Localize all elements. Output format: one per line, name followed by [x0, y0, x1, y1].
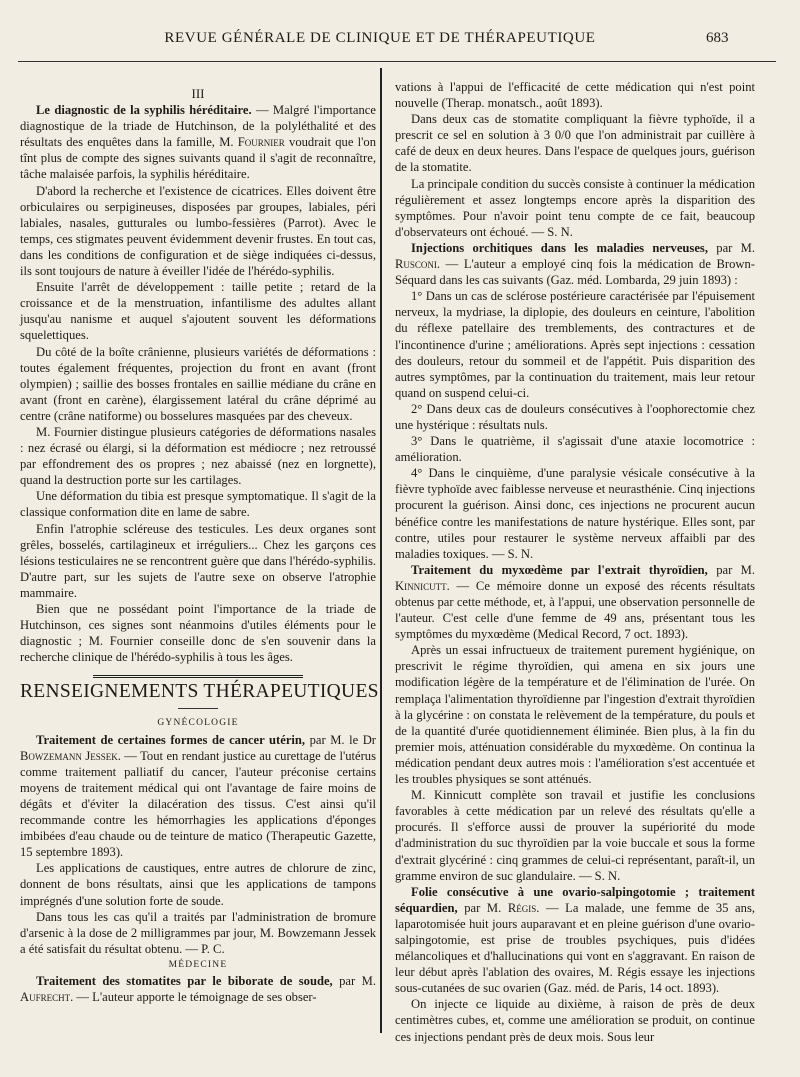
- paragraph: Une déformation du tibia est presque symptomatique. Il s'agit de la classique conformation dite en lame de sabre.: [20, 489, 376, 520]
- paragraph: 1° Dans un cas de sclérose postérieure caractérisée par l'épuisement nerveux, la mydriase, la diplopie, des douleurs en ceinture, l'abolition du réflexe patellaire des tremblements, des contractures et de l'incontinence d'urine ; améliorations. Après sept injections : cessation des douleurs, retour du sommeil et de l'appétit. Puis disparition des autres symptômes, par la continuation du traitement, mais leur retour quand on suspend celui-ci.: [395, 289, 755, 400]
- page-number: 683: [706, 30, 729, 46]
- header-rule: [18, 61, 776, 62]
- left-column: [20, 86, 379, 1005]
- run-in-heading: Injections orchitiques dans les maladies nerveuses,: [411, 240, 708, 255]
- running-title: REVUE GÉNÉRALE DE CLINIQUE ET DE THÉRAPEUTIQUE: [164, 30, 596, 46]
- author-name: Rusconi: [395, 257, 437, 272]
- paragraph: Dans deux cas de stomatite compliquant la fièvre typhoïde, il a prescrit ce sel en solution à 3 0/0 que l'on administrait par cuillère à café de deux en deux heures. Dans l'espace de quelques jours, guérison de la stomatite.: [395, 112, 755, 175]
- paragraph: Du côté de la boîte crânienne, plusieurs variétés de déformations : toutes également fréquentes, projection du front en avant (front olympien) ; saillie des bosses frontales en saillie médiane du crâne en avant (front en carène), élargissement latéral du crâne déprimé au centre (crâne natiforme) ou bosselures masquées par des cheveux.: [20, 344, 376, 423]
- short-rule: [178, 708, 218, 709]
- subsection-heading: MÉDECINE: [168, 959, 228, 970]
- paragraph: 2° Dans deux cas de douleurs consécutives à l'oophorectomie chez une hystérique : résultats nuls.: [395, 401, 755, 432]
- paragraph: Traitement du myxœdème par l'extrait thyroïdien, par M. Kinnicutt. — Ce mémoire donne un exposé des récents résultats obtenus par cette méthode, et, à l'appui, une observation personnelle de l'auteur. C'est celle d'une femme de 49 ans, présentant tous les symptômes du myxœdème (Medical Record, 7 oct. 1893).: [395, 562, 755, 642]
- right-column: [395, 79, 755, 1045]
- section-title: RENSEIGNEMENTS THÉRAPEUTIQUES: [20, 681, 379, 703]
- paragraph: 4° Dans le cinquième, d'une paralysie vésicale consécutive à la fièvre typhoïde avec faiblesse nerveuse et neurasthénie. Cinq injections procurent la guérison. Ainsi donc, ces injections ne procurent aucun bénéfice contre les manifestations de nature hystérique. Elles sont, par contre, utiles pour restaurer le système nerveux affaibli par des maladies toxiques. — S. N.: [395, 466, 755, 561]
- author-name: Régis: [507, 900, 537, 915]
- paragraph: La principale condition du succès consiste à continuer la médication régulièrement et assez longtemps encore après la disparition des symptômes. Pour n'avoir point tenu compte de ce fait, beaucoup d'observateurs ont échoué. — S. N.: [395, 176, 755, 239]
- paragraph: D'abord la recherche et l'existence de cicatrices. Elles doivent être orbiculaires ou serpigineuses, disposées par groupes, labiales, péri labiales, nasales, gutturales ou lumbo-fessières (Parrot). Avec le temps, ces stigmates peuvent évidemment devenir frustes. En tout cas, dans les conditions de configuration et de siège indiquées ci-dessus, ils sont toujours de nature à éveiller l'idée de l'hérédo-syphilis.: [20, 183, 376, 279]
- run-in-heading: Traitement de certaines formes de cancer utérin,: [36, 732, 306, 747]
- paragraph: Folie consécutive à une ovario-salpingotomie ; traitement séquardien, par M. Régis. — La malade, une femme de 35 ans, laparotomisée huit jours auparavant et en pleine guérison d'une ovario-salpingotomie, est prise de troubles psychiques, puis d'idées mélancoliques et d'hallucinations qui vont en s'aggravant. En raison de leur début après l'ablation des ovaires, M. Régis essaye les injections sous-cutanées de suc ovarien (Gaz. méd. de Paris, 14 oct. 1893).: [395, 884, 755, 996]
- paragraph: Ensuite l'arrêt de développement : taille petite ; retard de la croissance et de la menstruation, infantilisme des adultes allant jusqu'au nanisme et auquel s'ajoutent souvent les déformations squelettiques.: [20, 280, 376, 343]
- paragraph: Le diagnostic de la syphilis héréditaire. — Malgré l'importance diagnostique de la triade de Hutchinson, de la polyléthalité et des résultats des enquêtes dans la famille, M. Fournier voudrait que l'on tînt plus de compte des signes suivants quand il s'agit de reconnaître, tâche malaisée parfois, la syphilis héréditaire.: [20, 103, 377, 182]
- paragraph: Enfin l'atrophie scléreuse des testicules. Les deux organes sont grêles, bosselés, cartilagineux et irréguliers... Chez les garçons ces lésions testiculaires ne se rencontrent guère que dans l'hérédo-syphilis. D'autre part, sur les sujets de l'autre sexe on observe l'atrophie mammaire.: [20, 521, 376, 600]
- author-name: Aufrecht: [20, 990, 71, 1005]
- ornamental-rule: [93, 675, 303, 678]
- paragraph: On injecte ce liquide au dixième, à raison de près de deux centimètres cubes, et, comme une amélioration se produit, on continue ces injections pendant près de deux mois. Sous leur: [395, 997, 755, 1044]
- author-name: M. Fournier: [219, 135, 285, 150]
- paragraph: Dans tous les cas qu'il a traités par l'administration de bromure d'arsenic à la dose de 2 milligrammes par jour, M. Bowzemann Jessek a été satisfait du résultat obtenu. — P. C.: [20, 909, 376, 956]
- paragraph: 3° Dans le quatrième, il s'agissait d'une ataxie locomotrice : amélioration.: [395, 434, 755, 465]
- author-name: Bowzemann Jessek: [20, 748, 118, 763]
- paragraph: vations à l'appui de l'efficacité de cette médication qui n'est point nouvelle (Therap. monatsch., août 1893).: [395, 80, 755, 111]
- paragraph: Bien que ne possédant point l'importance de la triade de Hutchinson, ces signes sont néanmoins d'utiles éléments pour le diagnostic ; M. Fournier conseille donc de s'en souvenir dans la recherche clinique de l'hérédo-syphilis à tous les âges.: [20, 602, 376, 665]
- running-head: [0, 30, 800, 52]
- run-in-heading: Le diagnostic de la syphilis héréditaire.: [36, 103, 252, 118]
- run-in-heading: Traitement des stomatites par le biborate de soude,: [36, 973, 333, 988]
- paragraph: M. Kinnicutt complète son travail et justifie les conclusions favorables à cette médication par un relevé des résultats qu'elle a procurés. Il s'efforce aussi de prouver la supériorité du mode d'administration du suc thyroïdien par la voie buccale et sous la forme d'extrait glycériné : cinq grammes de celui-ci représentant, paraît-il, un gramme environ de suc glandulaire. — S. N.: [395, 788, 755, 883]
- run-in-heading: Folie consécutive à une ovario-salpingotomie ; traitement séquardien,: [395, 884, 755, 915]
- column-divider: [380, 68, 382, 1033]
- section-title-block: [20, 675, 379, 709]
- paragraph: Traitement des stomatites par le biborate de soude, par M. Aufrecht. — L'auteur apporte le témoignage de ses obser-: [20, 973, 376, 1005]
- paragraph: Les applications de caustiques, entre autres de chlorure de zinc, donnent de bons résultats, ainsi que les applications de tampons imprégnés d'une solution forte de soude.: [20, 861, 376, 908]
- paragraph: Injections orchitiques dans les maladies nerveuses, par M. Rusconi. — L'auteur a employé cinq fois la médication de Brown-Séquard dans les cas suivants (Gaz. méd. Lombarda, 29 juin 1893) :: [395, 240, 755, 288]
- author-name: Kinnicutt: [395, 578, 447, 593]
- section-number: III: [191, 86, 205, 101]
- run-in-heading: Traitement du myxœdème par l'extrait thyroïdien,: [411, 562, 708, 577]
- subsection-heading: GYNÉCOLOGIE: [157, 718, 239, 729]
- paragraph: Après un essai infructueux de traitement purement hygiénique, on prescrivit le régime thyroïdien, qui amena en six jours une modification légère de la température et de l'élimination de l'urée. On remplaça l'alimentation thyroïdienne par l'ingestion d'extrait thyroïdien à la glycérine : on constata le relèvement de la température, du pouls et de la quantité d'urée quotidiennement éliminée. Bien plus, à la fin du premier mois, atténuation considérable du myxœdème. On continua la médication pendant deux autres mois : l'amélioration s'est accentuée et les troubles physiques se sont atténués.: [395, 643, 755, 787]
- paragraph: M. Fournier distingue plusieurs catégories de déformations nasales : nez écrasé ou élargi, si la déformation est médiocre ; nez retroussé par effondrement des os propres ; nez abaissé (nez en lorgnette), quand la destruction porte sur les cartilages.: [20, 424, 376, 488]
- paragraph: Traitement de certaines formes de cancer utérin, par M. le Dr Bowzemann Jessek. — Tout en rendant justice au curettage de l'utérus comme traitement palliatif du cancer, l'auteur préconise certains moyens de traitement médical qui ont l'avantage de faire moins de dégâts et d'éviter la dilacération des tissus. C'est ainsi qu'il recommande contre les hémorrhagies les applications d'éponges imbibées d'eau chaude ou de teinture de matico (Therapeutic Gazette, 15 septembre 1893).: [20, 732, 376, 860]
